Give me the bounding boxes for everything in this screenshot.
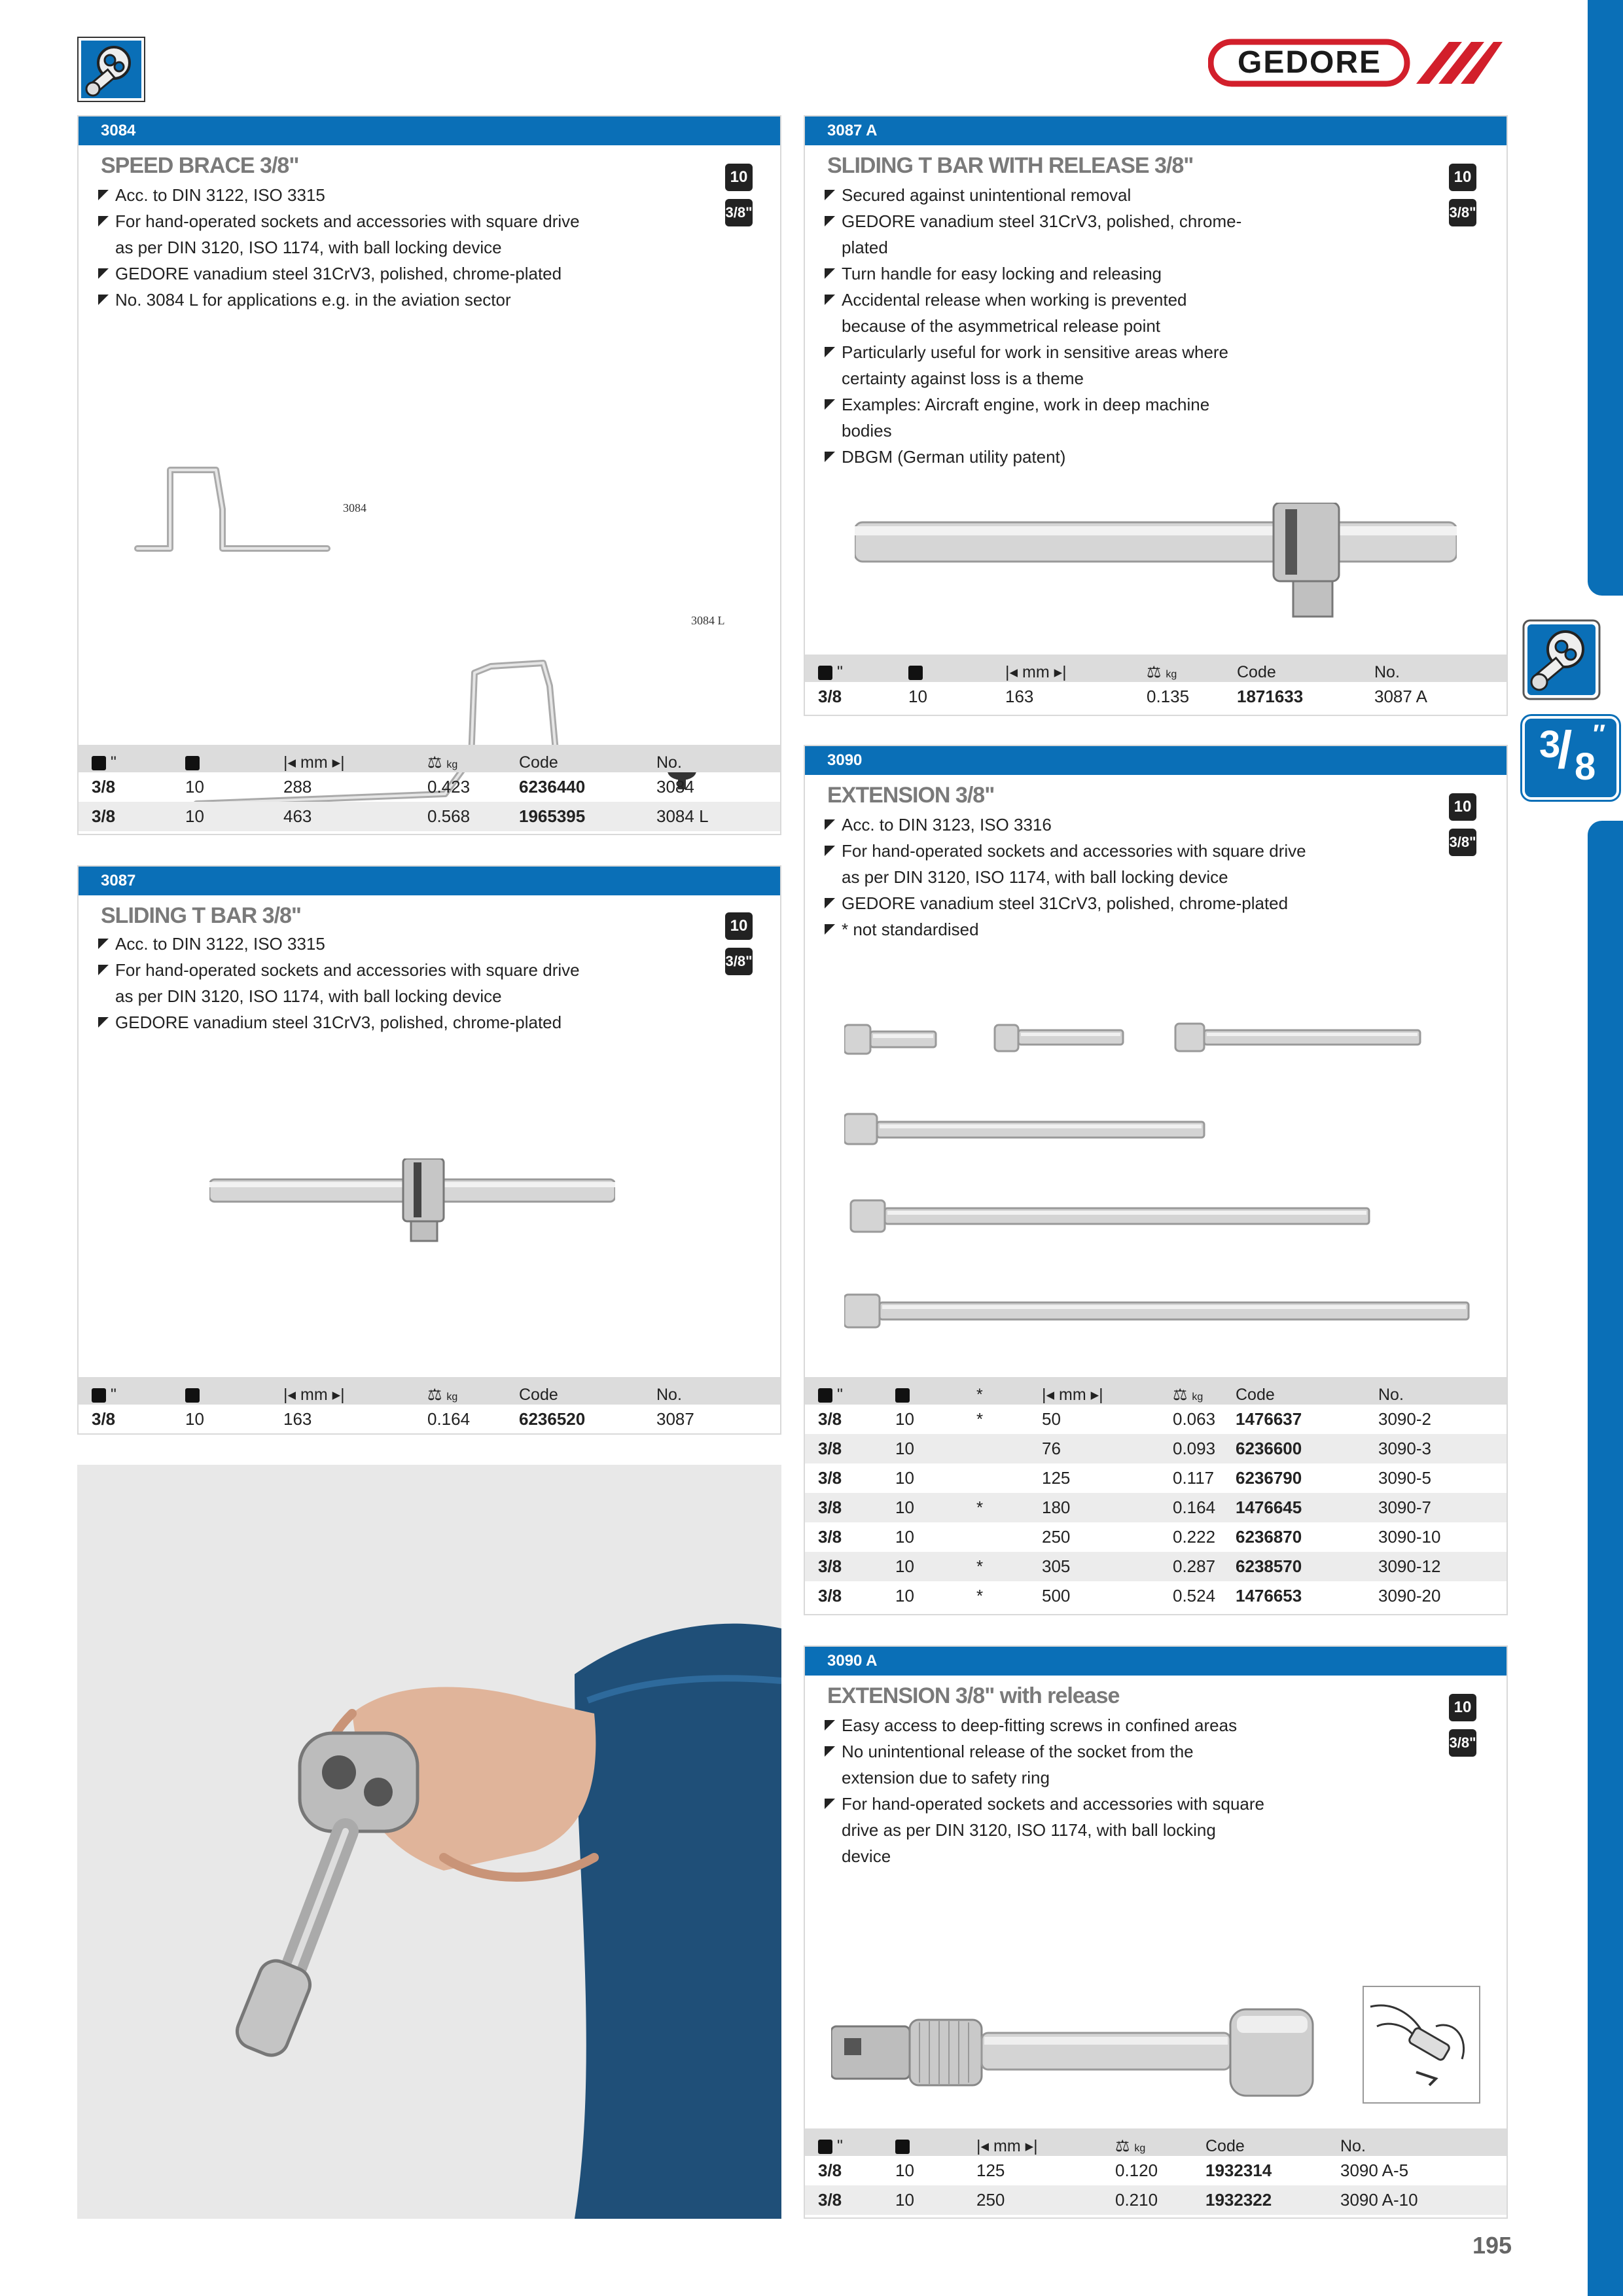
feature-item: GEDORE vanadium steel 31CrV3, polished, chrome-plated	[98, 260, 596, 287]
fraction-badge: 3/8"	[1449, 1729, 1476, 1757]
feature-item: Secured against unintentional removal	[825, 182, 1243, 208]
sidebar-ratchet-icon	[1522, 619, 1601, 700]
section-title: EXTENSION 3/8"	[827, 783, 995, 808]
col-code: Code	[506, 1377, 643, 1405]
col-weight: ⚖ kg	[1133, 655, 1224, 682]
section-title: SLIDING T BAR 3/8"	[101, 903, 302, 928]
feature-item: For hand-operated sockets and accessories with square drive as per DIN 3120, ISO 1174, with ball locking device	[825, 1791, 1270, 1869]
col-square	[172, 745, 270, 772]
section-id: 3087	[79, 867, 780, 895]
feature-item: GEDORE vanadium steel 31CrV3, polished, chrome-plated	[825, 208, 1243, 260]
sidebar-bar-top	[1588, 0, 1623, 596]
square-drive-icon	[818, 1388, 832, 1403]
section-3087a	[804, 115, 1508, 716]
feature-item: Examples: Aircraft engine, work in deep machine bodies	[825, 391, 1243, 444]
col-drive: "	[805, 2128, 882, 2156]
section-id: 3084	[79, 117, 780, 145]
col-code: Code	[506, 745, 643, 772]
image-label: 3084 L	[691, 614, 725, 627]
section-title: EXTENSION 3/8" with release	[827, 1683, 1120, 1708]
table-row: 3/8 10 163 0.135 1871633 3087 A	[818, 687, 1427, 706]
sliding-t-bar-image	[209, 1158, 615, 1244]
col-length: |◂ mm ▸|	[270, 1377, 414, 1405]
spec-table	[79, 1377, 780, 1434]
table-row: 3/8 10 125 0.120 1932314 3090 A-5	[818, 2161, 1409, 2180]
col-code: Code	[1224, 655, 1361, 682]
table-row: 3/8 10 250 0.210 1932322 3090 A-10	[805, 2185, 1507, 2215]
feature-item: No. 3084 L for applications e.g. in the aviation sector	[98, 287, 596, 313]
section-3090	[804, 745, 1508, 1615]
section-3087	[77, 865, 781, 1435]
table-header-row	[805, 2128, 1507, 2156]
scale-icon: ⚖	[427, 753, 442, 772]
square-size-icon	[185, 756, 200, 770]
section-title: SPEED BRACE 3/8"	[101, 153, 299, 178]
square-size-icon	[908, 666, 923, 680]
feature-item: GEDORE vanadium steel 31CrV3, polished, chrome-plated	[825, 890, 1322, 916]
table-row: 3/8 10 288 0.423 6236440 3084	[92, 777, 694, 797]
size-badge: 10	[725, 912, 753, 940]
scale-icon: ⚖	[1147, 663, 1162, 681]
sliding-t-bar-release-image	[855, 503, 1457, 634]
col-weight: ⚖ kg	[414, 1377, 506, 1405]
section-3084	[77, 115, 781, 835]
square-drive-icon	[818, 666, 832, 680]
table-header-row	[79, 745, 780, 772]
col-weight: ⚖ kg	[1102, 2128, 1192, 2156]
section-title: SLIDING T BAR WITH RELEASE 3/8"	[827, 153, 1194, 178]
feature-list	[98, 931, 596, 1035]
square-drive-icon	[818, 2140, 832, 2154]
col-length: |◂ mm ▸|	[992, 655, 1133, 682]
feature-list	[98, 182, 596, 313]
extension-with-release-image	[831, 2000, 1315, 2105]
feature-item: DBGM (German utility patent)	[825, 444, 1243, 470]
feature-item: For hand-operated sockets and accessories with square drive as per DIN 3120, ISO 1174, with ball locking device	[98, 208, 596, 260]
ratchet-category-icon	[77, 37, 145, 102]
feature-item: For hand-operated sockets and accessories with square drive as per DIN 3120, ISO 1174, with ball locking device	[98, 957, 596, 1009]
col-drive: "	[805, 655, 895, 682]
fraction-badge: 3/8"	[1449, 829, 1476, 856]
col-square	[172, 1377, 270, 1405]
col-code: Code	[1222, 1377, 1365, 1405]
col-length: |◂ mm ▸|	[270, 745, 414, 772]
sidebar-frac-slash: /	[1558, 721, 1573, 779]
table-header-row	[79, 1377, 780, 1405]
col-drive: "	[79, 1377, 172, 1405]
feature-item: Turn handle for easy locking and releasing	[825, 260, 1243, 287]
col-drive: "	[805, 1377, 882, 1405]
table-row: 3/8 10 * 305 0.287 6238570 3090-12	[805, 1552, 1507, 1581]
product-in-use-photo	[77, 1465, 781, 2219]
size-badge: 10	[1449, 1694, 1476, 1721]
table-row: 3/8 10 * 180 0.164 1476645 3090-7	[805, 1493, 1507, 1522]
col-no: No.	[1365, 1377, 1507, 1405]
table-row: 3/8 10 463 0.568 1965395 3084 L	[79, 802, 780, 831]
square-drive-icon	[92, 1388, 106, 1403]
col-square	[882, 1377, 963, 1405]
square-size-icon	[895, 2140, 910, 2154]
section-id: 3087 A	[805, 117, 1507, 145]
feature-item: * not standardised	[825, 916, 1322, 942]
scale-icon: ⚖	[1173, 1386, 1188, 1404]
col-length: |◂ mm ▸|	[1029, 1377, 1160, 1405]
col-code: Code	[1192, 2128, 1327, 2156]
brand-logo	[1208, 38, 1503, 88]
size-badge: 10	[1449, 793, 1476, 821]
feature-item: No unintentional release of the socket from the extension due to safety ring	[825, 1738, 1270, 1791]
fraction-badge: 3/8"	[725, 199, 753, 226]
size-badge: 10	[1449, 164, 1476, 191]
col-no: No.	[643, 745, 780, 772]
spec-table	[805, 1377, 1507, 1611]
sidebar-frac-inch: ″	[1593, 720, 1606, 749]
sidebar-size-tab[interactable]	[1522, 716, 1619, 800]
col-weight: ⚖ kg	[1160, 1377, 1222, 1405]
feature-list	[825, 812, 1322, 942]
col-drive: "	[79, 745, 172, 772]
section-id: 3090	[805, 746, 1507, 775]
table-row: 3/8 10 163 0.164 6236520 3087	[92, 1409, 694, 1429]
table-row: 3/8 10 76 0.093 6236600 3090-3	[805, 1434, 1507, 1463]
feature-list	[825, 1712, 1270, 1869]
sidebar-frac-top: 3	[1539, 723, 1561, 766]
col-no: No.	[1327, 2128, 1507, 2156]
table-row: 3/8 10 250 0.222 6236870 3090-10	[818, 1527, 1441, 1547]
scale-icon: ⚖	[427, 1386, 442, 1404]
fraction-badge: 3/8"	[1449, 199, 1476, 226]
sidebar-frac-bottom: 8	[1575, 745, 1596, 788]
size-badge: 10	[725, 164, 753, 191]
table-header-row	[805, 1377, 1507, 1405]
col-standard: *	[963, 1377, 1029, 1405]
square-drive-icon	[92, 756, 106, 770]
feature-item: GEDORE vanadium steel 31CrV3, polished, chrome-plated	[98, 1009, 596, 1035]
fraction-badge: 3/8"	[725, 948, 753, 975]
feature-list	[825, 182, 1243, 470]
square-size-icon	[185, 1388, 200, 1403]
feature-item: Acc. to DIN 3123, ISO 3316	[825, 812, 1322, 838]
col-square	[895, 655, 992, 682]
spec-table	[79, 745, 780, 831]
release-usage-diagram	[1363, 1986, 1480, 2104]
feature-item: Accidental release when working is prevented because of the asymmetrical release point	[825, 287, 1243, 339]
feature-item: Particularly useful for work in sensitive areas where certainty against loss is a theme	[825, 339, 1243, 391]
spec-table	[805, 655, 1507, 711]
col-weight: ⚖ kg	[414, 745, 506, 772]
table-header-row	[805, 655, 1507, 682]
page-number: 195	[1472, 2232, 1512, 2259]
section-id: 3090 A	[805, 1647, 1507, 1676]
table-row: 3/8 10 * 50 0.063 1476637 3090-2	[818, 1409, 1431, 1429]
sidebar-bar-bottom	[1588, 821, 1623, 2296]
section-3090a	[804, 1645, 1508, 2219]
image-label: 3084	[343, 501, 366, 514]
feature-item: Acc. to DIN 3122, ISO 3315	[98, 182, 596, 208]
brand-logo-text: GEDORE	[1237, 45, 1382, 80]
feature-item: Easy access to deep-fitting screws in confined areas	[825, 1712, 1270, 1738]
feature-item: Acc. to DIN 3122, ISO 3315	[98, 931, 596, 957]
scale-icon: ⚖	[1115, 2137, 1130, 2155]
table-row: 3/8 10 125 0.117 6236790 3090-5	[818, 1468, 1431, 1488]
col-no: No.	[643, 1377, 780, 1405]
spec-table	[805, 2128, 1507, 2215]
col-square	[882, 2128, 963, 2156]
table-row: 3/8 10 * 500 0.524 1476653 3090-20	[818, 1586, 1441, 1605]
col-length: |◂ mm ▸|	[963, 2128, 1102, 2156]
extensions-image	[844, 1014, 1472, 1342]
col-no: No.	[1361, 655, 1507, 682]
square-size-icon	[895, 1388, 910, 1403]
feature-item: For hand-operated sockets and accessories with square drive as per DIN 3120, ISO 1174, with ball locking device	[825, 838, 1322, 890]
